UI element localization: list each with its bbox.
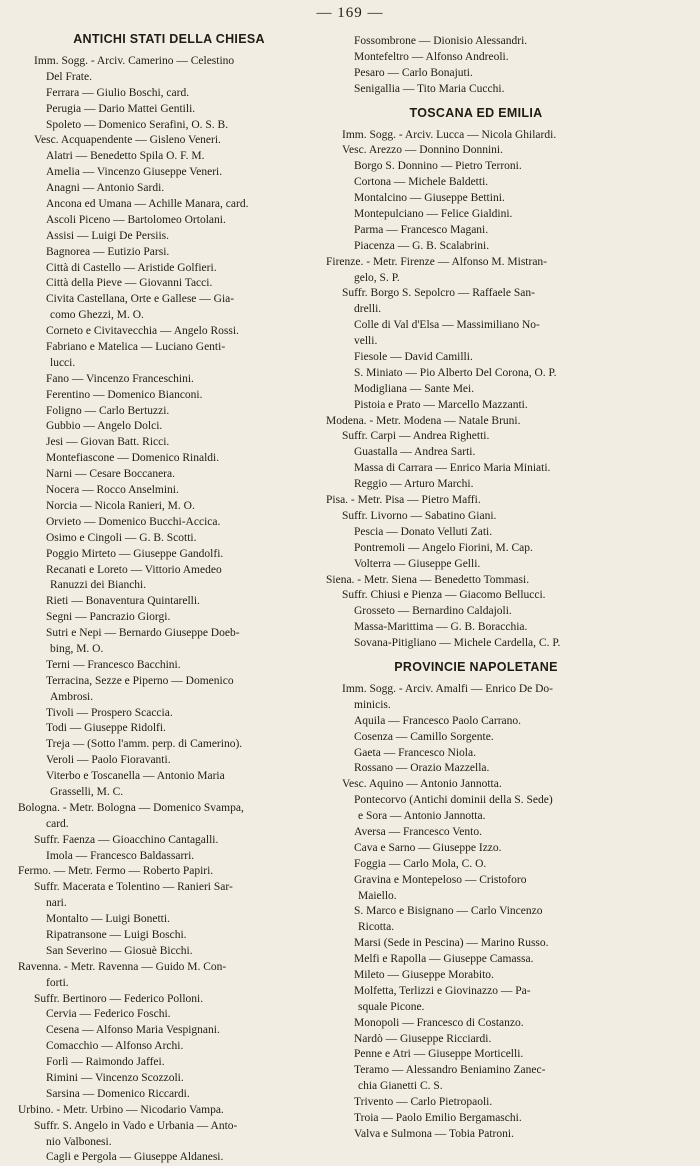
text-line: Rieti — Bonaventura Quintarelli. (46, 595, 200, 608)
text-line: bing, M. O. (50, 642, 104, 655)
text-line: Corneto e Civitavecchia — Angelo Rossi. (46, 325, 239, 338)
text-line: Terracina, Sezze e Piperno — Domenico (46, 674, 234, 687)
text-line: Montefeltro — Alfonso Andreoli. (354, 50, 509, 63)
text-line: Ripatransone — Luigi Boschi. (46, 928, 187, 941)
text-line: Ricotta. (358, 921, 395, 934)
text-line: Parma — Francesco Magani. (354, 223, 489, 236)
text-line: S. Miniato — Pio Alberto Del Corona, O. P. (354, 366, 557, 379)
text-line: Tivoli — Prospero Scaccia. (46, 706, 173, 719)
text-line: forti. (46, 976, 69, 989)
text-line: Anagni — Antonio Sardi. (46, 182, 165, 195)
text-line: Suffr. S. Angelo in Vado e Urbania — Anto- (34, 1119, 238, 1132)
text-line: Grosseto — Bernardino Caldajoli. (354, 605, 512, 618)
left-column (18, 32, 320, 1166)
text-line: Fano — Vincenzo Franceschini. (46, 372, 194, 385)
text-line: Modena. - Metr. Modena — Natale Bruni. (326, 414, 521, 427)
text-line: Suffr. Bertinoro — Federico Polloni. (34, 992, 204, 1005)
text-line: Bagnorea — Eutizio Parsi. (46, 245, 170, 258)
text-line: Grasselli, M. C. (50, 785, 124, 798)
text-line: nari. (46, 897, 67, 910)
text-line: Ferentino — Domenico Bianconi. (46, 388, 203, 401)
section-heading: PROVINCIE NAPOLETANE (394, 659, 558, 674)
text-line: Troia — Paolo Emilio Bergamaschi. (354, 1112, 522, 1124)
text-line: Pesaro — Carlo Bonajuti. (354, 66, 473, 79)
text-line: minicis. (354, 698, 391, 711)
text-line: Suffr. Faenza — Gioacchino Cantagalli. (34, 833, 219, 846)
text-line: Bologna. - Metr. Bologna — Domenico Svampa, (18, 801, 244, 814)
text-line: Melfi e Rapolla — Giuseppe Camassa. (354, 953, 534, 966)
text-line: Civita Castellana, Orte e Gallese — Gia- (46, 293, 235, 306)
text-line: Cava e Sarno — Giuseppe Izzo. (354, 841, 502, 854)
text-line: Poggio Mirteto — Giuseppe Gandolfi. (46, 547, 224, 560)
text-line: Urbino. - Metr. Urbino — Nicodario Vampa. (18, 1103, 224, 1116)
text-line: Cesena — Alfonso Maria Vespignani. (46, 1024, 220, 1037)
text-line: Fermo. — Metr. Fermo — Roberto Papiri. (18, 865, 214, 878)
text-line: Borgo S. Donnino — Pietro Terroni. (354, 160, 522, 173)
text-line: Ambrosi. (50, 690, 94, 703)
text-line: velli. (354, 335, 378, 348)
text-line: drelli. (354, 303, 382, 316)
text-line: Teramo — Alessandro Beniamino Zanec- (354, 1064, 546, 1077)
text-line: Todi — Giuseppe Ridolfi. (46, 722, 166, 735)
text-line: Cortona — Michele Baldetti. (354, 176, 489, 189)
text-line: Trivento — Carlo Pietropaoli. (354, 1096, 493, 1109)
text-line: Cosenza — Camillo Sorgente. (354, 730, 494, 743)
text-line: Senigallia — Tito Maria Cucchi. (354, 82, 505, 95)
text-line: Alatri — Benedetto Spila O. F. M. (46, 150, 205, 163)
text-line: Vesc. Arezzo — Donnino Donnini. (342, 144, 503, 157)
text-line: Pistoia e Prato — Marcello Mazzanti. (354, 398, 528, 411)
text-line: Montalto — Luigi Bonetti. (46, 913, 170, 926)
text-line: Cervia — Federico Foschi. (46, 1008, 171, 1021)
text-line: Suffr. Livorno — Sabatino Giani. (342, 509, 497, 522)
text-line: Ranuzzi dei Bianchi. (50, 579, 147, 592)
text-line: Terni — Francesco Bacchini. (46, 658, 181, 671)
text-line: como Ghezzi, M. O. (50, 309, 144, 322)
text-line: Foligno — Carlo Bertuzzi. (46, 404, 170, 417)
text-line: Montalcino — Giuseppe Bettini. (354, 192, 505, 205)
text-line: S. Marco e Bisignano — Carlo Vincenzo (354, 905, 543, 918)
right-column (326, 34, 626, 1143)
text-line: Suffr. Borgo S. Sepolcro — Raffaele San- (342, 287, 535, 300)
section-heading: TOSCANA ED EMILIA (409, 105, 543, 120)
text-line: Imm. Sogg. - Arciv. Camerino — Celestino (34, 55, 235, 67)
text-line: Monopoli — Francesco di Costanzo. (354, 1016, 524, 1029)
text-line: Osimo e Cingoli — G. B. Scotti. (46, 531, 197, 544)
text-line: Piacenza — G. B. Scalabrini. (354, 239, 490, 252)
text-line: Imm. Sogg. - Arciv. Lucca — Nicola Ghilardi. (342, 128, 557, 141)
text-line: chia Gianetti C. S. (358, 1080, 443, 1093)
text-line: Colle di Val d'Elsa — Massimiliano No- (354, 319, 540, 332)
text-line: Pescia — Donato Velluti Zati. (354, 525, 493, 538)
text-line: Comacchio — Alfonso Archi. (46, 1040, 184, 1053)
text-line: Volterra — Giuseppe Gelli. (354, 557, 481, 570)
text-line: Cagli e Pergola — Giuseppe Aldanesi. (46, 1151, 224, 1164)
text-line: Siena. - Metr. Siena — Benedetto Tommasi. (326, 573, 530, 586)
text-line: Modigliana — Sante Mei. (354, 382, 475, 395)
text-line: Del Frate. (46, 70, 92, 83)
text-line: Molfetta, Terlizzi e Giovinazzo — Pa- (354, 984, 531, 997)
text-line: Pontecorvo (Antichi dominii della S. Sede) (354, 794, 553, 807)
text-line: Norcia — Nicola Ranieri, M. O. (46, 499, 195, 512)
text-line: Recanati e Loreto — Vittorio Amedeo (46, 563, 222, 576)
text-line: Imm. Sogg. - Arciv. Amalfi — Enrico De Do- (342, 682, 554, 695)
text-line: Sutri e Nepi — Bernardo Giuseppe Doeb- (46, 627, 240, 640)
text-line: Suffr. Macerata e Tolentino — Ranieri Sar- (34, 881, 233, 894)
text-line: Nocera — Rocco Anselmini. (46, 484, 179, 497)
text-line: nio Valbonesi. (46, 1135, 112, 1148)
text-line: Ancona ed Umana — Achille Manara, card. (46, 198, 249, 211)
section-heading: ANTICHI STATI DELLA CHIESA (73, 32, 265, 46)
text-line: Montepulciano — Felice Gialdini. (354, 208, 513, 221)
text-line: Suffr. Chiusi e Pienza — Giacomo Bellucci. (342, 589, 546, 602)
page-number: — 169 — (316, 5, 384, 21)
text-line: Rimini — Vincenzo Scozzoli. (46, 1072, 184, 1084)
text-line: Aversa — Francesco Vento. (354, 825, 482, 838)
section-gap (326, 98, 626, 106)
text-line: Nardò — Giuseppe Ricciardi. (354, 1032, 492, 1045)
text-line: Segni — Pancrazio Giorgi. (46, 611, 171, 624)
text-line: Reggio — Arturo Marchi. (354, 478, 474, 491)
text-line: Vesc. Aquino — Antonio Jannotta. (342, 778, 502, 791)
text-line: Viterbo e Toscanella — Antonio Maria (46, 770, 225, 783)
text-line: Forlì — Raimondo Jaffei. (46, 1056, 165, 1069)
text-line: Sarsina — Domenico Riccardi. (46, 1087, 190, 1100)
text-line: Massa-Marittima — G. B. Boracchia. (354, 621, 528, 634)
text-line: e Sora — Antonio Jannotta. (358, 810, 486, 823)
text-line: Suffr. Carpi — Andrea Righetti. (342, 430, 490, 443)
text-line: Narni — Cesare Boccanera. (46, 468, 175, 481)
text-line: Vesc. Acquapendente — Gisleno Veneri. (34, 134, 221, 147)
text-line: Maiello. (358, 889, 397, 902)
text-line: Gravina e Montepeloso — Cristoforo (354, 873, 527, 886)
section-gap (326, 652, 626, 660)
section-gap (326, 120, 626, 128)
text-line: Amelia — Vincenzo Giuseppe Veneri. (46, 166, 223, 179)
text-line: Fossombrone — Dionisio Alessandri. (354, 35, 528, 47)
text-line: Foggia — Carlo Mola, C. O. (354, 857, 487, 870)
text-line: Treja — (Sotto l'amm. perp. di Camerino). (46, 738, 243, 751)
text-line: Aquila — Francesco Paolo Carrano. (354, 714, 522, 727)
text-line: Fiesole — David Camilli. (354, 351, 473, 364)
text-line: Jesi — Giovan Batt. Ricci. (46, 436, 170, 449)
text-line: Pontremoli — Angelo Fiorini, M. Cap. (354, 541, 533, 554)
text-line: Assisi — Luigi De Persiis. (46, 229, 169, 242)
text-line: Penne e Atri — Giuseppe Morticelli. (354, 1048, 524, 1061)
text-line: Orvieto — Domenico Bucchi-Accica. (46, 515, 221, 528)
text-line: Spoleto — Domenico Serafini, O. S. B. (46, 118, 229, 131)
text-line: Città di Castello — Aristide Golfieri. (46, 261, 217, 274)
text-line: Ravenna. - Metr. Ravenna — Guido M. Con- (18, 960, 227, 973)
text-line: Veroli — Paolo Fioravanti. (46, 754, 171, 767)
section-gap (326, 674, 626, 682)
text-line: Perugia — Dario Mattei Gentili. (46, 102, 196, 115)
text-line: card. (46, 817, 69, 830)
text-line: Ferrara — Giulio Boschi, card. (46, 86, 190, 99)
text-line: Città della Pieve — Giovanni Tacci. (46, 277, 213, 290)
text-line: Montefiascone — Domenico Rinaldi. (46, 452, 220, 465)
text-line: Marsi (Sede in Pescina) — Marino Russo. (354, 937, 549, 950)
text-line: gelo, S. P. (354, 271, 400, 284)
text-line: Pisa. - Metr. Pisa — Pietro Maffi. (326, 494, 481, 507)
text-line: Gubbio — Angelo Dolci. (46, 420, 163, 433)
text-line: Valva e Sulmona — Tobia Patroni. (354, 1127, 514, 1140)
section-gap (18, 46, 320, 54)
text-line: San Severino — Giosuè Bicchi. (46, 944, 193, 957)
text-line: lucci. (50, 356, 76, 369)
text-line: Firenze. - Metr. Firenze — Alfonso M. Mistran- (326, 255, 548, 268)
text-line: Rossano — Orazio Mazzella. (354, 762, 490, 775)
text-line: Massa di Carrara — Enrico Maria Miniati. (354, 462, 551, 475)
text-line: Sovana-Pitigliano — Michele Cardella, C. P. (354, 637, 561, 650)
text-line: Gaeta — Francesco Niola. (354, 746, 476, 759)
text-line: Ascoli Piceno — Bartolomeo Ortolani. (46, 213, 226, 226)
text-line: Fabriano e Matelica — Luciano Genti- (46, 341, 226, 354)
text-line: Guastalla — Andrea Sarti. (354, 446, 476, 459)
text-line: Imola — Francesco Baldassarri. (46, 849, 195, 862)
text-line: Mileto — Giuseppe Morabito. (354, 968, 494, 981)
text-line: squale Picone. (358, 1000, 425, 1013)
